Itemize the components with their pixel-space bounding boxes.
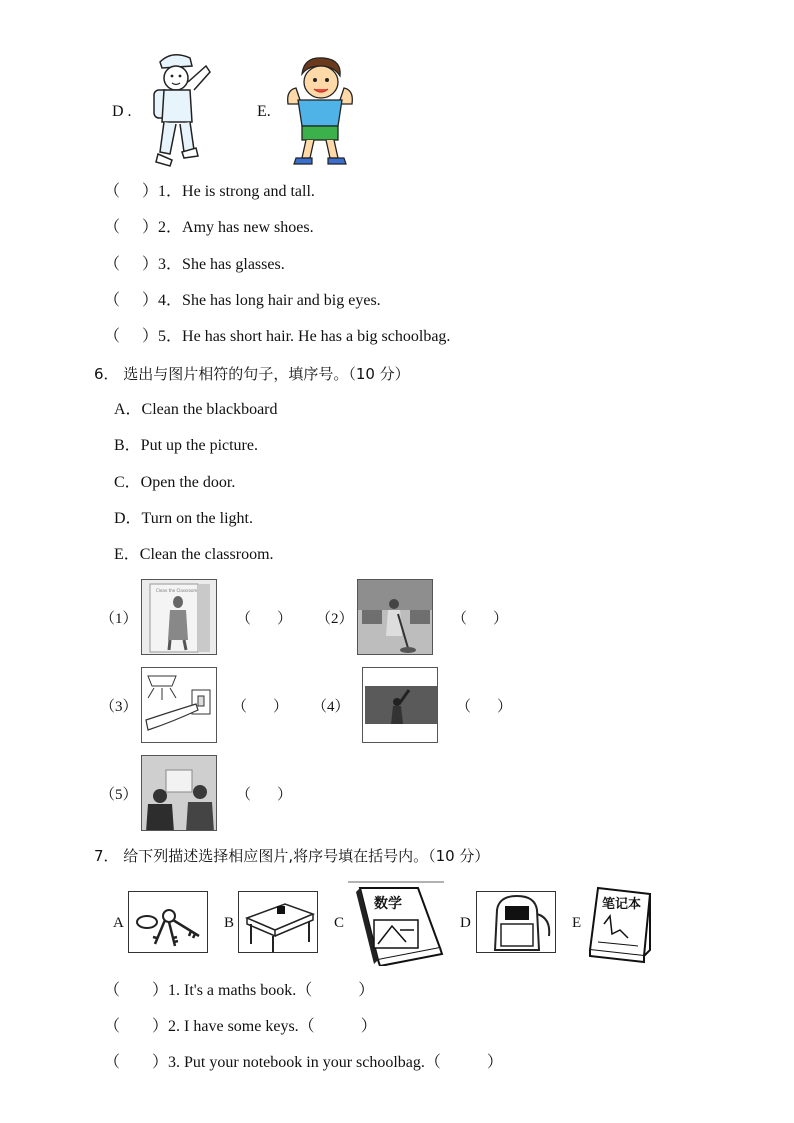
- notebook-picture: [584, 884, 660, 964]
- answer-blank-3[interactable]: （ ）: [232, 699, 289, 715]
- answer-blank-2[interactable]: （ ）: [452, 611, 509, 627]
- answer-blank-close: ）: [152, 1018, 169, 1035]
- item-number: 3．: [158, 256, 183, 273]
- tail-blank-open[interactable]: （: [296, 982, 313, 999]
- schoolbag-picture: [476, 891, 556, 953]
- item-number: 5．: [158, 328, 183, 345]
- picture-letter-a: A: [113, 915, 124, 931]
- item-text: Put your notebook in your schoolbag.: [184, 1054, 425, 1071]
- item-text: Amy has new shoes.: [182, 219, 314, 236]
- q7-item-2: [104, 1017, 377, 1037]
- q7-item-1: [104, 981, 374, 1001]
- answer-blank-close: ）: [142, 219, 159, 236]
- notebook-title: 笔记本: [602, 897, 642, 912]
- option-d-label: D .: [112, 103, 132, 120]
- item-text: He has short hair. He has a big schoolbag.: [182, 328, 451, 345]
- answer-blank-close: ）: [152, 982, 169, 999]
- cleaning-blackboard-photo: [362, 667, 438, 743]
- answer-blank-open[interactable]: （: [104, 183, 121, 200]
- maths-book-picture: [348, 880, 444, 966]
- item-number: 4．: [158, 292, 183, 309]
- item-text: It's a maths book.: [184, 982, 297, 999]
- answer-blank-close: ）: [142, 328, 159, 345]
- poster-caption: Clean the Classroom: [156, 588, 198, 593]
- answer-blank-open[interactable]: （: [104, 328, 121, 345]
- q6-option-b: B．Put up the picture.: [114, 437, 258, 454]
- picture-label-3: （3）: [100, 699, 138, 715]
- answer-blank-open[interactable]: （: [104, 219, 121, 236]
- boy-with-cap-illustration: [148, 52, 216, 168]
- putting-up-picture-photo: [141, 755, 217, 831]
- q5-item-2: [104, 218, 314, 238]
- picture-letter-e: E: [572, 915, 582, 931]
- picture-label-2: （2）: [316, 611, 354, 627]
- answer-blank-close: ）: [142, 256, 159, 273]
- answer-blank-open[interactable]: （: [104, 1018, 121, 1035]
- item-number: 3.: [168, 1054, 185, 1071]
- q5-item-3: [104, 255, 285, 275]
- answer-blank-open[interactable]: （: [104, 292, 121, 309]
- option-e-label: E.: [257, 103, 271, 120]
- q6-option-d: D．Turn on the light.: [114, 510, 253, 527]
- answer-blank-5[interactable]: （ ）: [236, 787, 293, 803]
- answer-blank-open[interactable]: （: [104, 1054, 121, 1071]
- item-text: He is strong and tall.: [182, 183, 315, 200]
- answer-blank-close: ）: [152, 1054, 169, 1071]
- q5-item-1: [104, 182, 315, 202]
- picture-label-1: （1）: [100, 611, 138, 627]
- q6-option-c: C．Open the door.: [114, 474, 236, 491]
- q7-heading: 7． 给下列描述选择相应图片,将序号填在括号内。（10 分）: [94, 847, 490, 865]
- answer-blank-1[interactable]: （ ）: [236, 611, 293, 627]
- item-text: She has glasses.: [182, 256, 285, 273]
- tail-blank-open[interactable]: （: [298, 1018, 315, 1035]
- q7-item-3: [104, 1053, 503, 1073]
- tail-blank-close: ）: [486, 1054, 503, 1071]
- item-text: I have some keys.: [184, 1018, 299, 1035]
- item-text: She has long hair and big eyes.: [182, 292, 381, 309]
- picture-letter-d: D: [460, 915, 471, 931]
- q6-heading: 6． 选出与图片相符的句子，填序号。（10 分）: [94, 365, 410, 383]
- answer-blank-open[interactable]: （: [104, 982, 121, 999]
- strong-boy-illustration: [284, 54, 356, 166]
- answer-blank-close: ）: [142, 292, 159, 309]
- answer-blank-open[interactable]: （: [104, 256, 121, 273]
- tail-blank-close: ）: [360, 1018, 377, 1035]
- tail-blank-open[interactable]: （: [424, 1054, 441, 1071]
- sweeping-classroom-photo: [357, 579, 433, 655]
- answer-blank-4[interactable]: （ ）: [456, 699, 513, 715]
- item-number: 2.: [168, 1018, 185, 1035]
- q5-item-5: [104, 327, 450, 347]
- item-number: 1．: [158, 183, 183, 200]
- keys-picture: [128, 891, 208, 953]
- q6-option-a: A．Clean the blackboard: [114, 401, 278, 418]
- person-opening-door-photo: [141, 579, 217, 655]
- table-picture: [238, 891, 318, 953]
- item-number: 2．: [158, 219, 183, 236]
- picture-letter-c: C: [334, 915, 345, 931]
- light-switch-illustration: [141, 667, 217, 743]
- answer-blank-close: ）: [142, 183, 159, 200]
- picture-letter-b: B: [224, 915, 235, 931]
- picture-label-5: （5）: [100, 787, 138, 803]
- q5-item-4: [104, 291, 381, 311]
- tail-blank-close: ）: [358, 982, 375, 999]
- item-number: 1.: [168, 982, 185, 999]
- q6-option-e: E．Clean the classroom.: [114, 546, 274, 563]
- maths-book-title: 数学: [374, 896, 402, 912]
- picture-label-4: （4）: [312, 699, 350, 715]
